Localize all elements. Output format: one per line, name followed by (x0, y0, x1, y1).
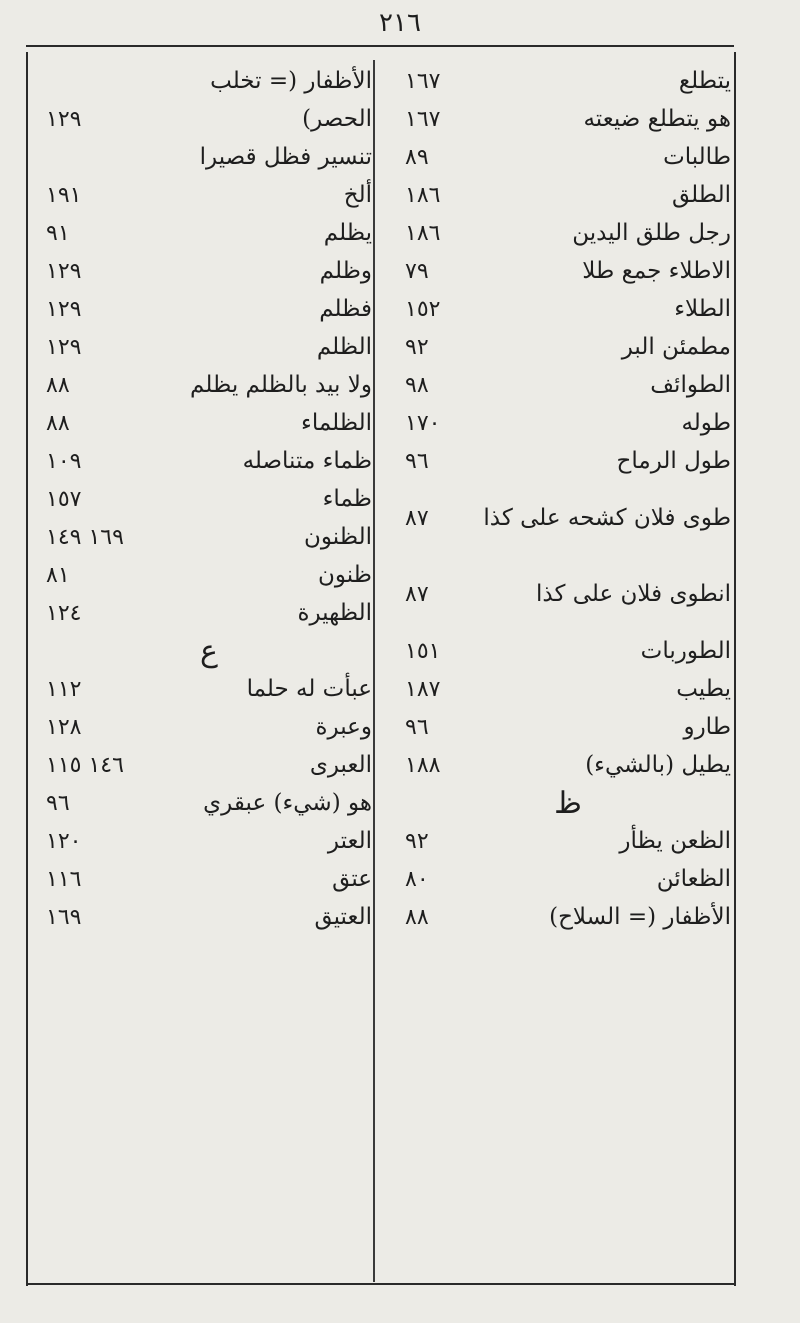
index-entry (405, 632, 731, 670)
entry-page-number: ١٥٢ (405, 296, 441, 322)
index-entry (405, 480, 731, 556)
index-entry (46, 214, 372, 252)
index-entry (405, 404, 731, 442)
entry-word: الظلم (316, 334, 372, 360)
entry-page-number: ٨٠ (405, 866, 429, 892)
bottom-rule (26, 1283, 734, 1285)
entry-page-number: ١٨٨ (405, 752, 441, 778)
entry-page-number: ١٨٧ (405, 676, 441, 702)
entry-word: ألخ (343, 182, 372, 208)
entry-word: الظهيرة (297, 600, 372, 626)
entry-page-number: ١٢٩ (46, 334, 82, 360)
index-column-right (405, 62, 731, 936)
index-column-left (46, 62, 372, 936)
entry-word: الطوربات (640, 638, 731, 664)
entry-word: العتيق (314, 904, 372, 930)
entry-word: هو يتطلع ضيعته (583, 106, 731, 132)
letter-heading-text: ظ (554, 785, 582, 821)
entry-page-number: ٩٦ (46, 790, 70, 816)
index-entry (405, 822, 731, 860)
index-entry (46, 556, 372, 594)
index-entry (46, 290, 372, 328)
entry-word: عتق (332, 866, 372, 892)
top-rule (26, 45, 734, 47)
entry-word: ظماء (322, 486, 372, 512)
entry-page-number: ١٢٠ (46, 828, 82, 854)
entry-page-number: ١٧٠ (405, 410, 441, 436)
entry-word: ولا بيد بالظلم يظلم (190, 372, 372, 398)
index-entry (405, 176, 731, 214)
entry-word: تنسير فظل قصيرا (199, 144, 372, 170)
index-entry (46, 898, 372, 936)
entry-word: وظلم (319, 258, 372, 284)
entry-word: الظلماء (301, 410, 372, 436)
entry-page-number: ١٢٨ (46, 714, 82, 740)
entry-word: انطوى فلان على كذا (535, 581, 731, 607)
entry-page-number: ١٦٧ (405, 68, 441, 94)
index-entry (405, 670, 731, 708)
index-entry (46, 100, 372, 138)
entry-word: هو (شيء) عبقري (203, 790, 372, 816)
entry-word: الأظفار (= تخلب (210, 68, 372, 94)
entry-page-number: ١٠٩ (46, 448, 82, 474)
entry-word: ظماء متناصله (242, 448, 372, 474)
index-entry (405, 860, 731, 898)
entry-word: الحصر) (302, 106, 372, 132)
entry-page-number: ٨٧ (405, 581, 429, 607)
index-entry (46, 860, 372, 898)
index-entry (405, 252, 731, 290)
index-entry (46, 670, 372, 708)
entry-page-number: ١٢٩ (46, 106, 82, 132)
entry-word: طارو (683, 714, 731, 740)
entry-word: طالبات (663, 144, 731, 170)
entry-page-number: ٨٩ (405, 144, 429, 170)
index-entry (405, 746, 731, 784)
entry-word: يطيب (676, 676, 731, 702)
index-entry (405, 442, 731, 480)
entry-word: مطمئن البر (621, 334, 731, 360)
entry-page-number: ٨١ (46, 562, 70, 588)
entry-page-number: ١٥٧ (46, 486, 82, 512)
entry-word: الظعائن (656, 866, 731, 892)
index-entry (46, 594, 372, 632)
index-entry (46, 404, 372, 442)
entry-page-number: ١١٢ (46, 676, 82, 702)
index-entry (46, 746, 372, 784)
entry-page-number: ١٢٤ (46, 600, 82, 626)
entry-word: طوى فلان كشحه على كذا (483, 505, 731, 531)
index-entry (46, 784, 372, 822)
entry-word: الظعن يظأر (619, 828, 731, 854)
entry-word: العتر (327, 828, 372, 854)
entry-page-number: ١٩١ (46, 182, 82, 208)
entry-word: الطوائف (650, 372, 731, 398)
entry-page-number: ١٢٩ (46, 296, 82, 322)
entry-page-number: ٩٢ (405, 334, 429, 360)
entry-page-number: ٧٩ (405, 258, 429, 284)
entry-word: الأظفار (= السلاح) (549, 904, 731, 930)
entry-page-number: ٨٨ (46, 372, 70, 398)
index-entry (405, 62, 731, 100)
entry-word: الطلاء (674, 296, 731, 322)
entry-page-number: ٩١ (46, 220, 70, 246)
index-entry (405, 898, 731, 936)
index-entry (46, 328, 372, 366)
entry-word: يتطلع (678, 68, 731, 94)
index-entry (405, 100, 731, 138)
entry-word: فظلم (319, 296, 372, 322)
entry-page-number: ٨٧ (405, 505, 429, 531)
index-entry (405, 328, 731, 366)
index-entry (46, 176, 372, 214)
entry-page-number: ١٤٦ ١١٥ (46, 752, 124, 778)
index-entry (46, 138, 372, 176)
page-number: ٢١٦ (379, 8, 421, 38)
letter-heading (46, 632, 372, 670)
entry-word: الظنون (304, 524, 372, 550)
index-entry (46, 518, 372, 556)
entry-word: طوله (681, 410, 731, 436)
entry-page-number: ١٨٦ (405, 220, 441, 246)
entry-page-number: ١٦٩ (46, 904, 82, 930)
entry-page-number: ٨٨ (46, 410, 70, 436)
index-entry (46, 366, 372, 404)
entry-word: عبأت له حلما (246, 676, 372, 702)
index-entry (46, 708, 372, 746)
entry-word: يظلم (323, 220, 372, 246)
index-entry (405, 290, 731, 328)
entry-page-number: ١١٦ (46, 866, 82, 892)
letter-heading-text: ع (200, 633, 218, 669)
index-entry (46, 442, 372, 480)
entry-word: الاطلاء جمع طلا (582, 258, 731, 284)
entry-word: يطيل (بالشيء) (585, 752, 731, 778)
index-entry (405, 138, 731, 176)
index-entry (405, 708, 731, 746)
letter-heading (405, 784, 731, 822)
entry-page-number: ١٨٦ (405, 182, 441, 208)
index-entry (46, 252, 372, 290)
entry-word: رجل طلق اليدين (572, 220, 731, 246)
entry-page-number: ١٥١ (405, 638, 441, 664)
entry-word: طول الرماح (616, 448, 731, 474)
index-entry (46, 62, 372, 100)
entry-page-number: ٩٨ (405, 372, 429, 398)
entry-page-number: ٨٨ (405, 904, 429, 930)
index-entry (405, 366, 731, 404)
index-entry (405, 214, 731, 252)
entry-word: ظنون (317, 562, 372, 588)
index-entry (46, 822, 372, 860)
entry-page-number: ١٦٩ ١٤٩ (46, 524, 124, 550)
entry-page-number: ١٢٩ (46, 258, 82, 284)
entry-page-number: ٩٦ (405, 714, 429, 740)
entry-word: الطلق (671, 182, 731, 208)
entry-word: وعبرة (315, 714, 372, 740)
entry-page-number: ١٦٧ (405, 106, 441, 132)
entry-word: العبرى (309, 752, 372, 778)
entry-page-number: ٩٦ (405, 448, 429, 474)
index-entry (46, 480, 372, 518)
entry-page-number: ٩٢ (405, 828, 429, 854)
column-divider (373, 60, 375, 1282)
index-entry (405, 556, 731, 632)
